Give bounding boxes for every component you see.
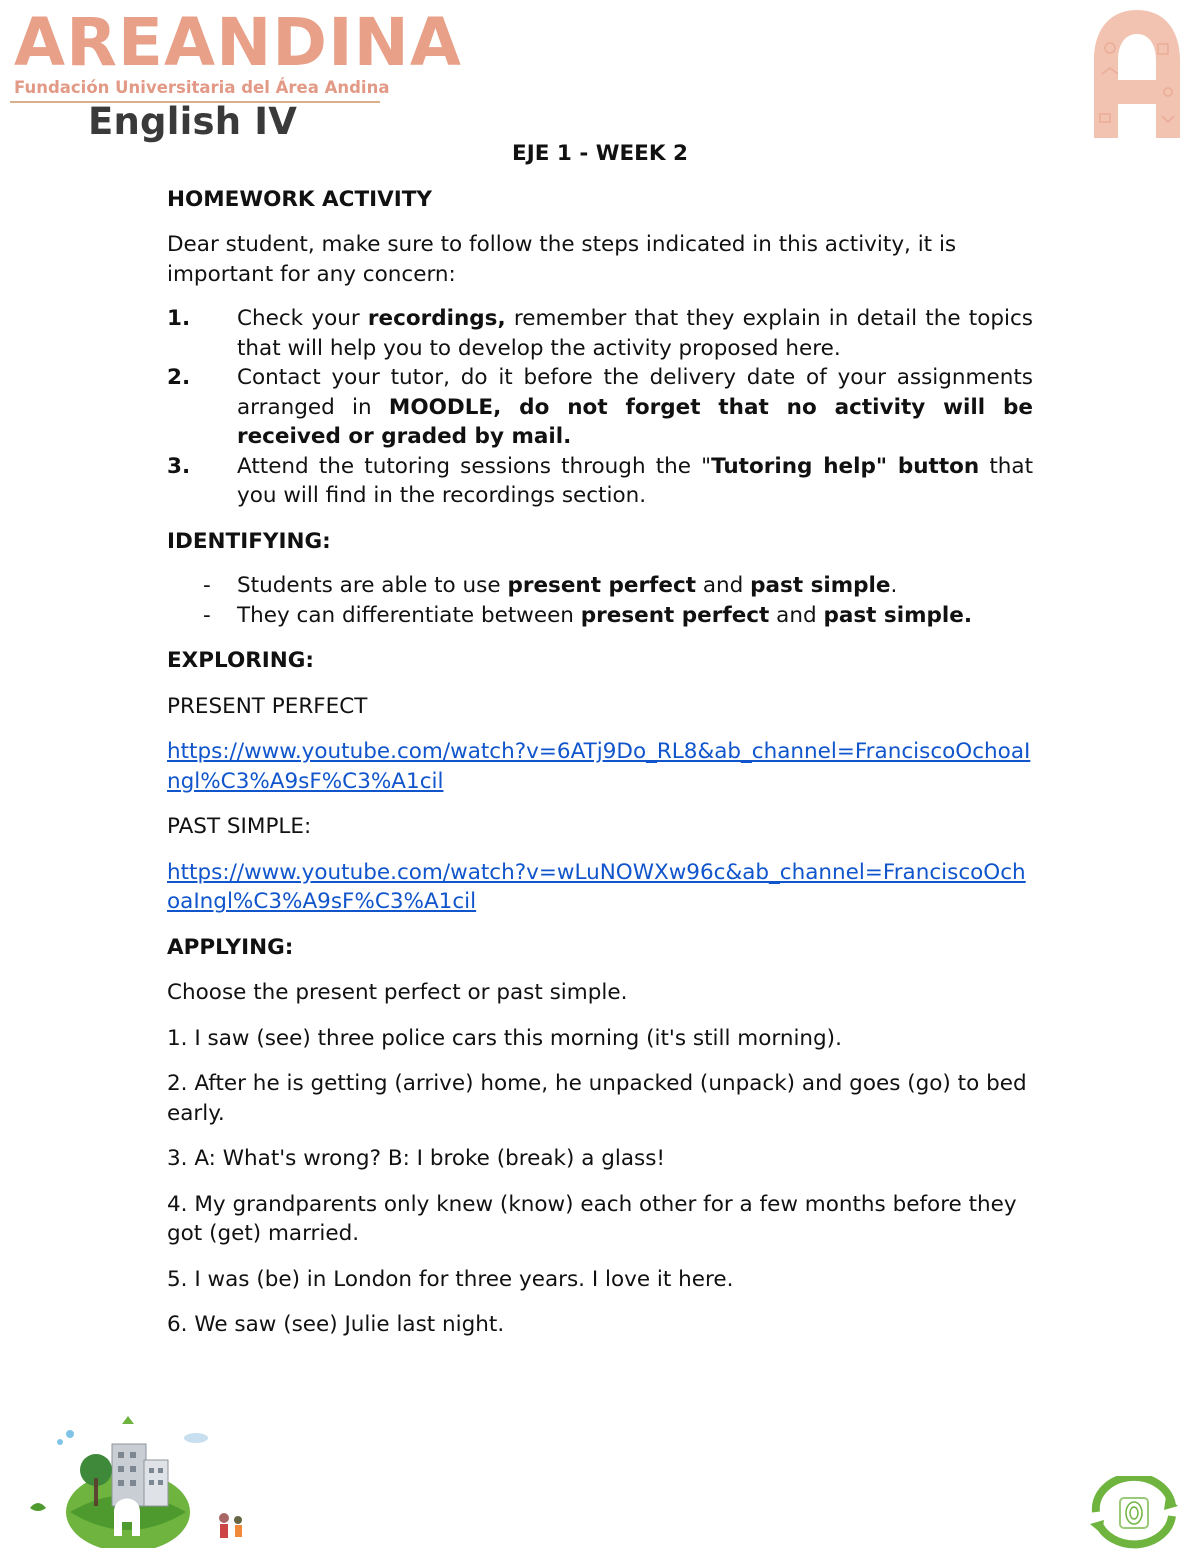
step-text: Check your recordings, remember that they explain in detail the topics that will help you to develop the activity proposed here. [237, 306, 1033, 361]
areandina-a-emblem-icon [1088, 4, 1186, 144]
exercise-item: 5. I was (be) in London for three years. I love it here. [167, 1266, 734, 1292]
exercise-item: 2. After he is getting (arrive) home, he unpacked (unpack) and goes (go) to bed early. [167, 1071, 1027, 1126]
bullet-dash: - [203, 573, 211, 598]
present-perfect-video-link[interactable]: https://www.youtube.com/watch?v=6ATj9Do_RL8&ab_channel=FranciscoOchoaIngl%C3%A9sF%C3%A1cil [167, 739, 1031, 794]
exercise-item: 6. We saw (see) Julie last night. [167, 1312, 505, 1337]
steps-list [167, 304, 1033, 511]
intro-paragraph: Dear student, make sure to follow the steps indicated in this activity, it is important for any concern: [167, 232, 957, 287]
identifying-heading: IDENTIFYING: [167, 528, 331, 554]
objectives-list [167, 571, 1033, 630]
list-item [167, 571, 1033, 601]
past-simple-label: PAST SIMPLE: [167, 814, 312, 839]
logo-subtitle: Fundación Universitaria del Área Andina [14, 78, 390, 97]
exploring-heading: EXPLORING: [167, 648, 315, 673]
step-text: Contact your tutor, do it before the delivery date of your assignments arranged in MOODLE, do not forget that no activity will be received or graded by mail. [237, 365, 1033, 449]
list-item [167, 601, 1033, 631]
objective-text: Students are able to use present perfect and past simple. [237, 573, 898, 598]
present-perfect-label: PRESENT PERFECT [167, 693, 368, 719]
logo-wordmark: AREANDINA [14, 4, 462, 81]
document-body [167, 136, 1033, 1340]
list-item [167, 452, 1033, 511]
instruction-text: Choose the present perfect or past simple. [167, 980, 628, 1005]
homework-heading: HOMEWORK ACTIVITY [167, 186, 433, 212]
recycle-fingerprint-icon [1084, 1476, 1184, 1550]
areandina-logo [14, 4, 462, 103]
objective-text: They can differentiate between present perfect and past simple. [237, 602, 972, 628]
step-text: Attend the tutoring sessions through the "Tutoring help" button that you will find in the recordings section. [237, 453, 1034, 508]
list-item [167, 304, 1033, 363]
past-simple-video-link[interactable]: https://www.youtube.com/watch?v=wLuNOWXw96c&ab_channel=FranciscoOchoaIngl%C3%A9sF%C3%A1cil [167, 859, 1026, 914]
bullet-dash: - [203, 602, 211, 628]
eco-city-illustration-icon [10, 1408, 250, 1548]
course-title: English IV [88, 100, 298, 143]
applying-heading: APPLYING: [167, 934, 294, 960]
exercise-item: 3. A: What's wrong? B: I broke (break) a glass! [167, 1146, 666, 1171]
step-number: 1. [167, 306, 191, 331]
exercise-item: 1. I saw (see) three police cars this morning (it's still morning). [167, 1025, 842, 1051]
step-number: 3. [167, 453, 191, 479]
step-number: 2. [167, 365, 191, 390]
list-item [167, 363, 1033, 452]
exercise-item: 4. My grandparents only knew (know) each other for a few months before they got (get) married. [167, 1191, 1017, 1246]
week-title: EJE 1 - WEEK 2 [512, 141, 688, 166]
